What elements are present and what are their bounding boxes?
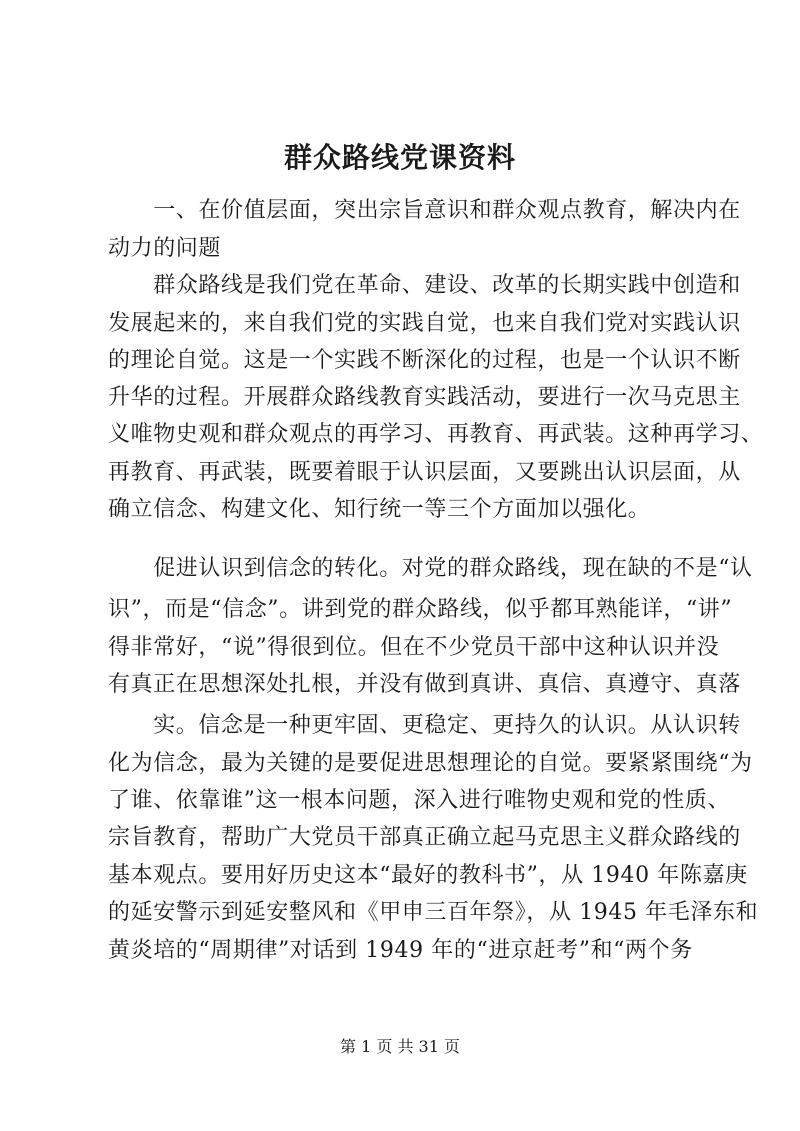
body-line-6: 升华的过程。开展群众路线教育实践活动，要进行一次马克思主 [108, 385, 741, 410]
body-line-7: 义唯物史观和群众观点的再学习、再教育、再武装。这种再学习、 [108, 422, 764, 447]
body-line-19: 的延安警示到延安整风和《甲申三百年祭》，从 1945 年毛泽东和 [108, 900, 759, 925]
body-line-5: 的理论自觉。这是一个实践不断深化的过程，也是一个认识不断 [108, 348, 741, 373]
document-title: 群众路线党课资料 [283, 141, 516, 174]
body-line-16: 了谁、依靠谁”这一根本问题，深入进行唯物史观和党的性质、 [108, 788, 731, 813]
page-number: 第 1 页 共 31 页 [340, 1037, 460, 1056]
body-line-1: 一、在价值层面，突出宗旨意识和群众观点教育，解决内在 [108, 198, 741, 223]
body-line-8: 再教育、再武装，既要着眼于认识层面，又要跳出认识层面，从 [108, 460, 741, 485]
body-line-20: 黄炎培的“周期律”对话到 1949 年的“进京赶考”和“两个务 [108, 938, 693, 963]
body-line-13: 有真正在思想深处扎根，并没有做到真讲、真信、真遵守、真落 [108, 672, 741, 697]
body-line-11: 识”，而是“信念”。讲到党的群众路线，似乎都耳熟能详，“讲” [108, 597, 733, 622]
body-line-14: 实。信念是一种更牢固、更稳定、更持久的认识。从认识转 [108, 713, 741, 738]
body-line-2: 动力的问题 [108, 236, 222, 261]
body-line-10: 促进认识到信念的转化。对党的群众路线，现在缺的不是“认 [108, 556, 753, 581]
body-line-4: 发展起来的，来自我们党的实践自觉，也来自我们党对实践认识 [108, 311, 741, 336]
body-line-9: 确立信念、构建文化、知行统一等三个方面加以强化。 [108, 497, 651, 522]
body-line-18: 基本观点。要用好历史这本“最好的教科书”，从 1940 年陈嘉庚 [108, 863, 748, 888]
body-line-17: 宗旨教育，帮助广大党员干部真正确立起马克思主义群众路线的 [108, 825, 741, 850]
body-line-15: 化为信念，最为关键的是要促进思想理论的自觉。要紧紧围绕“为 [108, 751, 753, 776]
body-line-12: 得非常好，“说”得很到位。但在不少党员干部中这种认识并没 [108, 635, 720, 660]
body-line-3: 群众路线是我们党在革命、建设、改革的长期实践中创造和 [108, 273, 741, 298]
